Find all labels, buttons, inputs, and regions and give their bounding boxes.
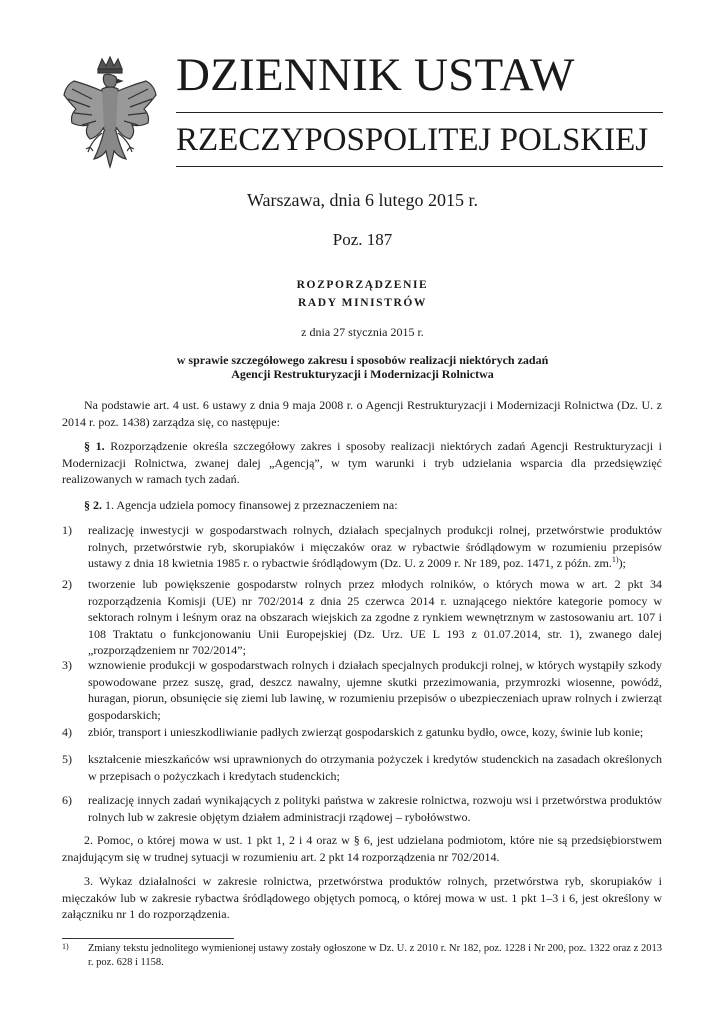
section-1 — [62, 438, 662, 488]
paragraph-text: 3. Wykaz działalności w zakresie rolnictwa, przetwórstwa produktów rolnych, przetwórstwa ryb, skorupiaków i mięczaków lub w zakresie rybactwa śródlądowego objętych pomocą, o której mowa w ust. 1 pkt 1–3 i 6, jest określony w załączniku nr 1 do rozporządzenia. — [62, 874, 662, 921]
masthead-divider — [176, 112, 663, 113]
footnote-number: 1) — [62, 942, 69, 951]
list-item-text: tworzenie lub powiększenie gospodarstw rolnych przez młodych rolników, o których mowa w art. 2 pkt 34 rozporządzenia Komisji (UE) nr 702/2014 z dnia 25 czerwca 2014 r. uznającego niektóre kategorie pomocy w sektorach rolnym i leśnym oraz na obszarach wiejskich za zgodne z rynkiem wewnętrznym w zastosowaniu art. 107 i 108 Traktatu o funkcjonowaniu Unii Europejskiej (Dz. Urz. UE L 193 z 01.07.2014, str. 1), zwanego dalej „rozporządzeniem nr 702/2014”; — [88, 577, 662, 657]
position-number: Poz. 187 — [332, 230, 393, 249]
act-date: z dnia 27 stycznia 2015 r. — [301, 325, 424, 339]
list-item-number: 1) — [62, 523, 72, 537]
section-2-intro — [62, 497, 662, 514]
act-type: ROZPORZĄDZENIE — [296, 279, 429, 291]
list-item-text: realizację inwestycji w gospodarstwach rolnych, działach specjalnych produkcji rolnej, przetwórstwie produktów rolnych, przetwórstwie ryb, skorupiaków i mięczaków oraz w rybactwie śródlądowym w rozumieniu przepisów ustawy z dnia 18 kwietnia 1985 r. o rybactwie śródlądowym (Dz. U. z 2009 r. Nr 189, poz. 1471, z późn. zm.$^{1)}$); — [88, 523, 662, 570]
preamble-text: Na podstawie art. 4 ust. 6 ustawy z dnia 9 maja 2008 r. o Agencji Restrukturyzacji i Modernizacji Rolnictwa (Dz. U. z 2014 r. poz. 1438) zarządza się, co następuje: — [62, 398, 662, 429]
section-2-paragraph-3 — [62, 873, 662, 923]
journal-title: DZIENNIK USTAW — [176, 49, 575, 101]
section-2-paragraph-2 — [62, 832, 662, 865]
journal-subtitle: RZECZYPOSPOLITEJ POLSKIEJ — [176, 122, 649, 158]
list-item-number: 4) — [62, 725, 72, 739]
list-item-text: realizację innych zadań wynikających z polityki państwa w zakresie rolnictwa, rozwoju wsi i przetwórstwa produktów rolnych lub w zakresie objętym działem administracji rządowej – rybołówstwo. — [88, 793, 662, 824]
section-2-intro-text: 1. Agencja udziela pomocy finansowej z przeznaczeniem na: — [105, 498, 398, 512]
list-item-number: 2) — [62, 577, 72, 591]
paragraph-text: 2. Pomoc, o której mowa w ust. 1 pkt 1, 2 i 4 oraz w § 6, jest udzielana podmiotom, które nie są przedsiębiorstwem znajdującym się w trudnej sytuacji w rozumieniu art. 2 pkt 14 rozporządzenia nr 702/2014. — [62, 833, 662, 864]
polish-eagle-emblem-icon — [60, 55, 160, 173]
footnote-text: Zmiany tekstu jednolitego wymienionej ustawy zostały ogłoszone w Dz. U. z 2010 r. Nr 182, poz. 1228 i Nr 200, poz. 1322 oraz z 2013 r. poz. 628 i 1158. — [88, 943, 662, 968]
act-subject-line: Agencji Restrukturyzacji i Modernizacji Rolnictwa — [231, 367, 494, 381]
act-issuer: RADY MINISTRÓW — [298, 297, 427, 309]
footnote-ref: 1) — [611, 555, 619, 564]
list-item-text: kształcenie mieszkańców wsi uprawnionych do otrzymania pożyczek i kredytów studenckich na zasadach określonych w przepisach o pożyczkach i kredytach studenckich; — [88, 752, 662, 783]
section-1-label: § 1. — [84, 439, 105, 453]
act-subject-line: w sprawie szczegółowego zakresu i sposobów realizacji niektórych zadań — [176, 353, 549, 367]
section-2-label: § 2. — [84, 498, 102, 512]
footnote-divider — [62, 938, 234, 939]
list-item-number: 5) — [62, 752, 72, 766]
preamble — [62, 397, 662, 430]
list-item-text: zbiór, transport i unieszkodliwianie padłych zwierząt gospodarskich z gatunku bydło, owce, kozy, świnie lub konie; — [88, 725, 644, 739]
list-item-number: 3) — [62, 658, 72, 672]
section-1-text: Rozporządzenie określa szczegółowy zakres i sposoby realizacji niektórych zadań Agencji Restrukturyzacji i Modernizacji Rolnictwa, zwanej dalej „Agencją”, w tym warunki i tryb udzielania wsparcia dla przedsięwzięć realizowanych w ramach tych zadań. — [62, 439, 663, 486]
act-subject — [0, 353, 725, 381]
list-item-number: 6) — [62, 793, 72, 807]
list-item-text: wznowienie produkcji w gospodarstwach rolnych i działach specjalnych produkcji rolnej, w których wystąpiły szkody spowodowane przez suszę, grad, deszcz nawalny, ujemne skutki przezimowania, przymrozki wiosenne, powódź, huragan, piorun, obsunięcie się ziemi lub lawinę, w rozumieniu przepisów o ubezpieczeniach upraw rolnych i zwierząt gospodarskich; — [88, 658, 662, 722]
masthead-bottom-rule — [176, 166, 663, 167]
issue-date: Warszawa, dnia 6 lutego 2015 r. — [247, 190, 478, 210]
